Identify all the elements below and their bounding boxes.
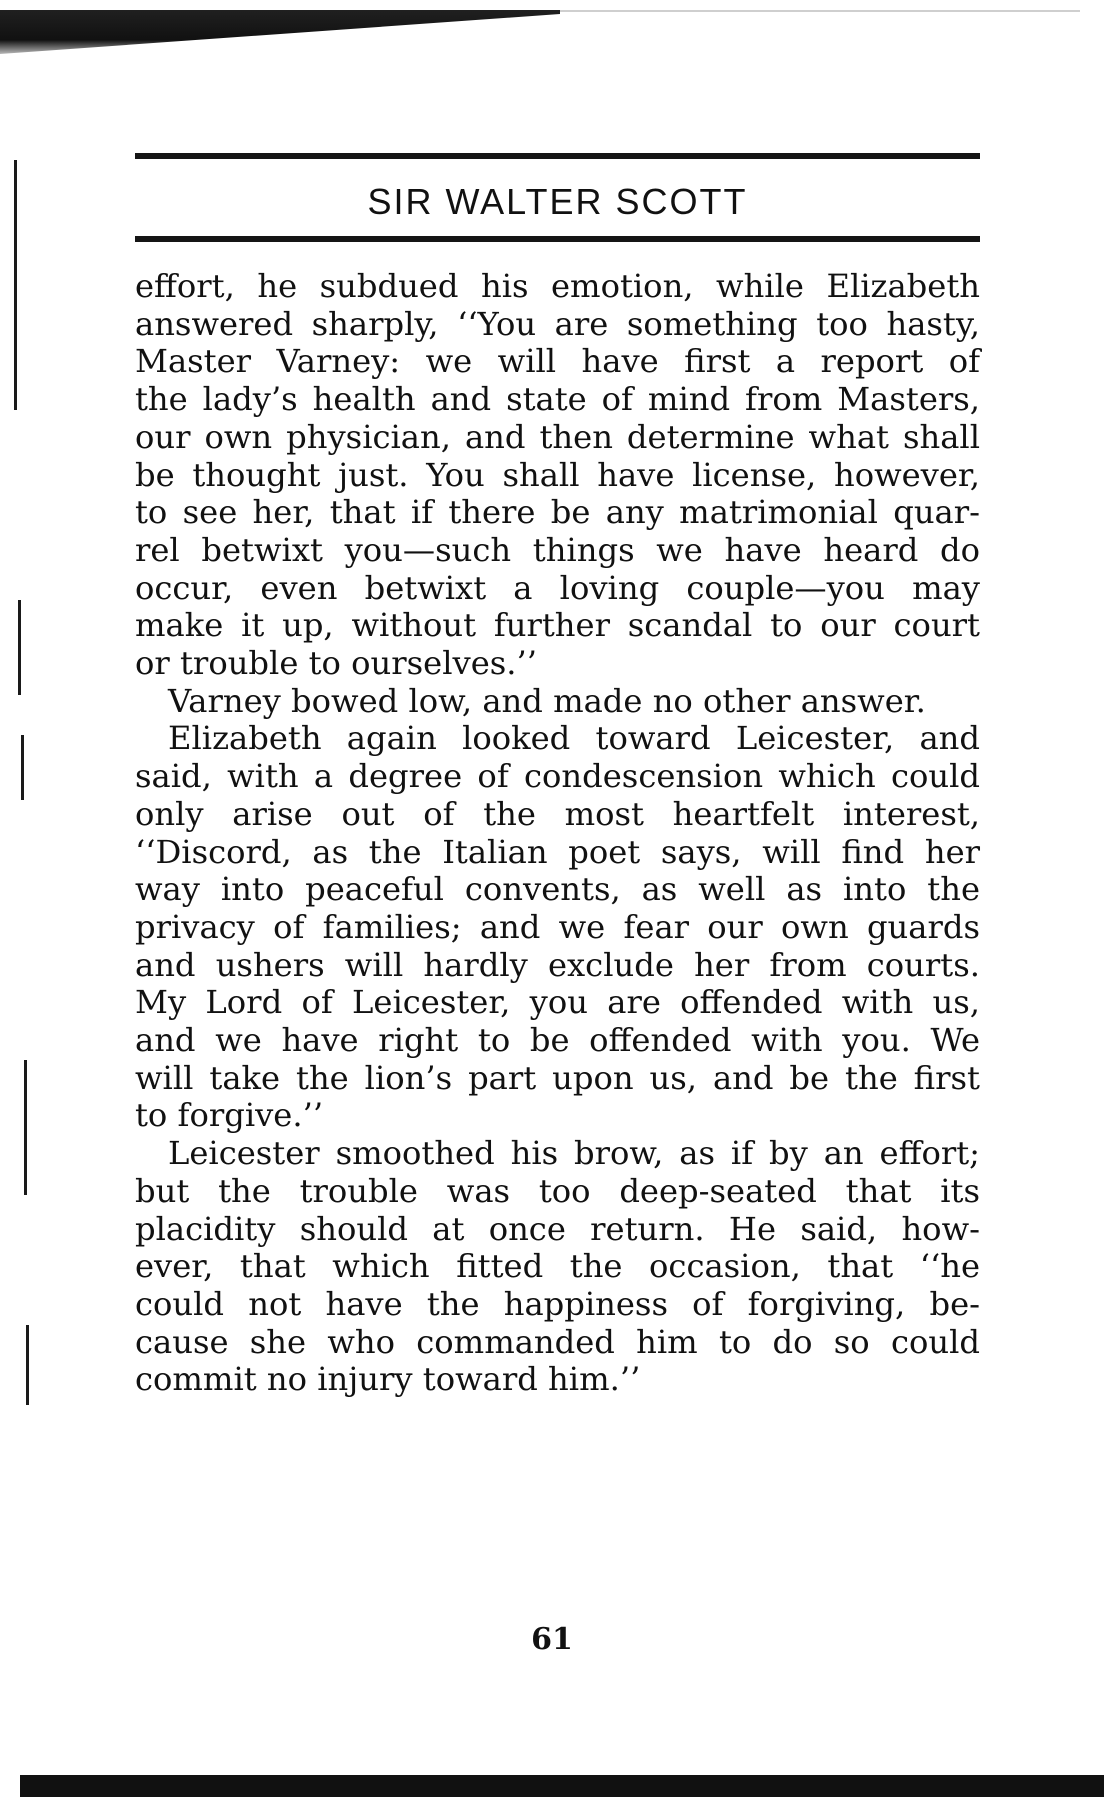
- running-head: SIR WALTER SCOTT: [367, 181, 748, 222]
- header-rule-bottom: [135, 236, 980, 242]
- header-rule-top: [135, 153, 980, 159]
- text-line: Leicester smoothed his brow, as if by an effort;: [168, 1134, 980, 1173]
- text-line: could not have the happiness of forgiving, be-: [135, 1284, 980, 1323]
- text-line: or trouble to ourselves.’’: [135, 644, 537, 683]
- text-line: My Lord of Leicester, you are offended with us,: [135, 983, 980, 1022]
- paragraph: [135, 268, 980, 683]
- text-line: but the trouble was too deep-seated that its: [135, 1171, 980, 1210]
- text-line: Elizabeth again looked toward Leicester, and: [168, 719, 980, 758]
- text-line: the lady’s health and state of mind from Masters,: [135, 380, 980, 419]
- text-line: Varney bowed low, and made no other answer.: [168, 681, 926, 720]
- text-line: ever, that which fitted the occasion, that ‘‘he: [135, 1247, 980, 1286]
- margin-mark: [14, 160, 17, 410]
- page-number: 61: [531, 1622, 573, 1657]
- text-line: ‘‘Discord, as the Italian poet says, will find her: [135, 832, 980, 871]
- text-line: to see her, that if there be any matrimonial quar-: [135, 493, 980, 532]
- body-text: [135, 268, 980, 1399]
- text-line: our own physician, and then determine what shall: [135, 417, 980, 456]
- text-line: privacy of families; and we fear our own guards: [135, 907, 980, 946]
- text-line: commit no injury toward him.’’: [135, 1360, 641, 1399]
- text-line: only arise out of the most heartfelt interest,: [135, 794, 980, 833]
- text-line: occur, even betwixt a loving couple—you may: [135, 568, 980, 607]
- text-line: make it up, without further scandal to our court: [135, 606, 980, 645]
- page-top-bar: [0, 0, 560, 54]
- margin-mark: [24, 1060, 27, 1195]
- text-line: and we have right to be offended with you. We: [135, 1021, 980, 1060]
- text-line: and ushers will hardly exclude her from courts.: [135, 945, 980, 984]
- text-line: way into peaceful convents, as well as into the: [135, 870, 980, 909]
- text-line: to forgive.’’: [135, 1096, 324, 1135]
- text-line: cause she who commanded him to do so could: [135, 1322, 980, 1361]
- text-line: Master Varney: we will have first a report of: [135, 342, 980, 381]
- text-line: will take the lion’s part upon us, and be the first: [135, 1058, 980, 1097]
- text-line: said, with a degree of condescension which could: [135, 757, 980, 796]
- paragraph: [135, 683, 980, 721]
- text-line: rel betwixt you—such things we have heard do: [135, 530, 980, 569]
- paragraph: [135, 1135, 980, 1399]
- margin-mark: [26, 1325, 29, 1405]
- text-line: answered sharply, ‘‘You are something too hasty,: [135, 304, 980, 343]
- page-top-faint-line: [560, 10, 1080, 12]
- text-line: effort, he subdued his emotion, while Elizabeth: [135, 267, 980, 305]
- text-line: placidity should at once return. He said, how-: [135, 1209, 980, 1248]
- page-bottom-bar: [20, 1775, 1104, 1797]
- paragraph: [135, 720, 980, 1135]
- margin-mark: [18, 600, 21, 695]
- text-line: be thought just. You shall have license, however,: [135, 455, 980, 494]
- margin-mark: [21, 735, 24, 800]
